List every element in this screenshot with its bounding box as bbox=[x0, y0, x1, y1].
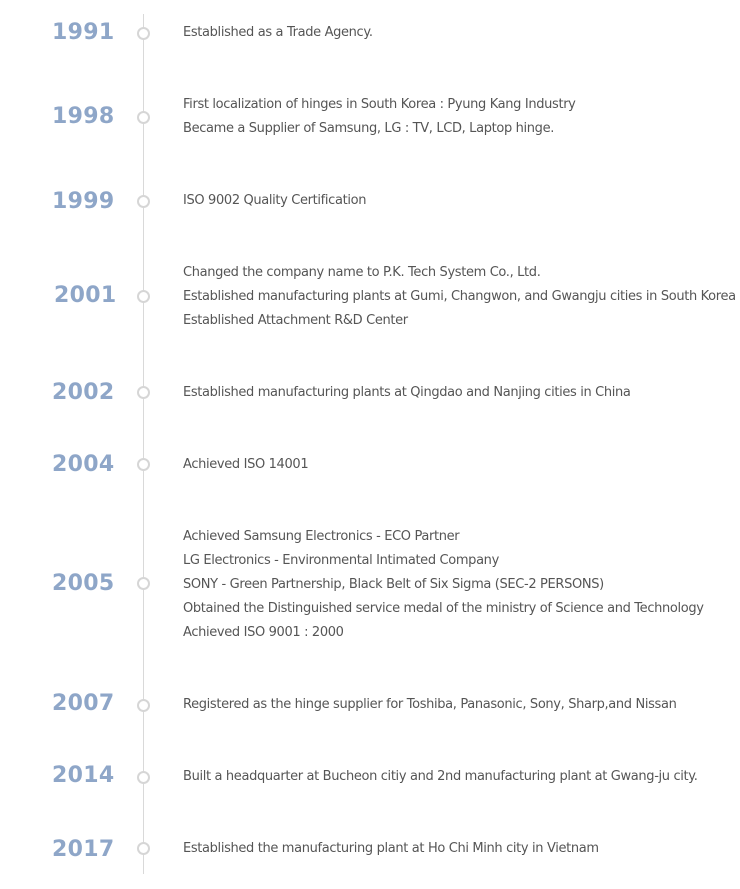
timeline-year: 2002 bbox=[52, 380, 115, 405]
timeline-year: 1999 bbox=[52, 189, 115, 214]
timeline-event: Built a headquarter at Bucheon citiy and 2nd manufacturing plant at Gwang-ju city. bbox=[183, 769, 698, 784]
timeline-year: 2017 bbox=[52, 837, 115, 862]
timeline-dot-icon bbox=[137, 771, 150, 784]
timeline-event: Established as a Trade Agency. bbox=[183, 25, 373, 40]
timeline-event: Achieved ISO 14001 bbox=[183, 457, 309, 472]
timeline-dot-icon bbox=[137, 699, 150, 712]
timeline-event: Registered as the hinge supplier for Toshiba, Panasonic, Sony, Sharp,and Nissan bbox=[183, 697, 677, 712]
timeline-dot-icon bbox=[137, 290, 150, 303]
timeline-events bbox=[183, 837, 599, 861]
timeline-event: Changed the company name to P.K. Tech System Co., Ltd. bbox=[183, 265, 541, 280]
timeline-event: Established the manufacturing plant at Ho Chi Minh city in Vietnam bbox=[183, 841, 599, 856]
timeline-events bbox=[183, 381, 631, 405]
timeline-event: Established manufacturing plants at Qingdao and Nanjing cities in China bbox=[183, 385, 631, 400]
timeline-year: 1998 bbox=[52, 104, 115, 129]
timeline-events bbox=[183, 189, 366, 213]
timeline-year: 2001 bbox=[54, 283, 117, 308]
timeline-vertical-line bbox=[143, 14, 144, 874]
timeline-event: LG Electronics - Environmental Intimated Company bbox=[183, 553, 499, 568]
timeline-year: 2007 bbox=[52, 691, 115, 716]
timeline-dot-icon bbox=[137, 27, 150, 40]
timeline-events bbox=[183, 261, 736, 333]
timeline-event: Established Attachment R&D Center bbox=[183, 313, 408, 328]
timeline-events bbox=[183, 765, 698, 789]
timeline-dot-icon bbox=[137, 577, 150, 590]
timeline-events bbox=[183, 525, 704, 645]
timeline-event: Obtained the Distinguished service medal of the ministry of Science and Technology bbox=[183, 601, 704, 616]
timeline-year: 2005 bbox=[52, 571, 115, 596]
timeline-event: Became a Supplier of Samsung, LG : TV, LCD, Laptop hinge. bbox=[183, 121, 555, 136]
timeline-events bbox=[183, 453, 308, 477]
timeline-event: First localization of hinges in South Korea : Pyung Kang Industry bbox=[183, 97, 576, 112]
timeline-event: ISO 9002 Quality Certification bbox=[183, 193, 367, 208]
timeline-event: Achieved ISO 9001 : 2000 bbox=[183, 625, 344, 640]
timeline-event: SONY - Green Partnership, Black Belt of Six Sigma (SEC-2 PERSONS) bbox=[183, 577, 604, 592]
timeline-events bbox=[183, 21, 373, 45]
timeline-dot-icon bbox=[137, 842, 150, 855]
timeline-event: Established manufacturing plants at Gumi, Changwon, and Gwangju cities in South Korea bbox=[183, 289, 736, 304]
timeline-dot-icon bbox=[137, 458, 150, 471]
timeline-dot-icon bbox=[137, 111, 150, 124]
timeline-events bbox=[183, 693, 676, 717]
timeline-dot-icon bbox=[137, 195, 150, 208]
timeline-event: Achieved Samsung Electronics - ECO Partner bbox=[183, 529, 460, 544]
timeline-year: 2004 bbox=[52, 452, 115, 477]
timeline-dot-icon bbox=[137, 386, 150, 399]
timeline-events bbox=[183, 93, 576, 141]
timeline-year: 2014 bbox=[52, 763, 115, 788]
timeline-year: 1991 bbox=[52, 20, 115, 45]
